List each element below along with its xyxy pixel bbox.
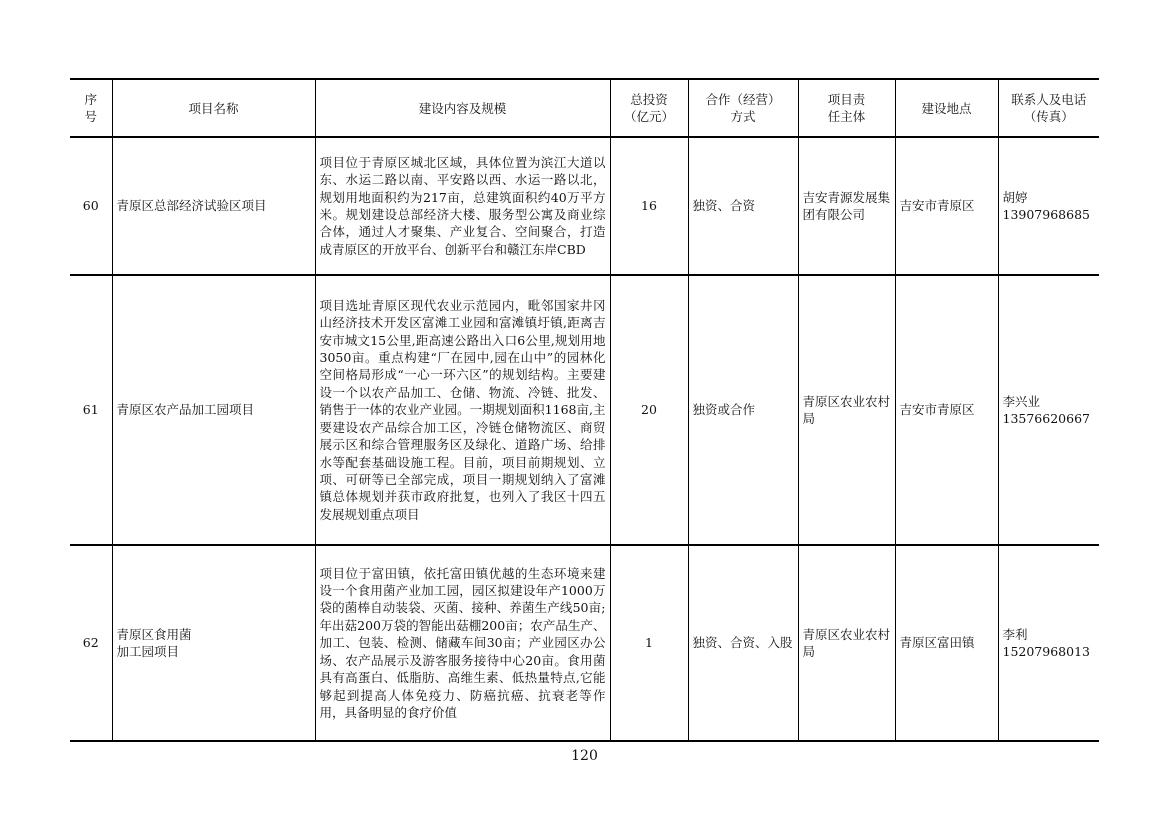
contact-name: 李利 <box>1002 626 1028 642</box>
header-name: 项目名称 <box>112 79 315 137</box>
row-investment: 1 <box>610 545 688 741</box>
row-contact <box>998 137 1099 275</box>
row-owner: 青原区农业农村局 <box>798 545 895 741</box>
header-no: 序 号 <box>70 79 112 137</box>
row-cooperation: 独资或合作 <box>688 275 798 545</box>
row-owner: 吉安青源发展集团有限公司 <box>798 137 895 275</box>
row-content: 项目选址青原区现代农业示范园内，毗邻国家井冈山经济技术开发区富滩工业园和富滩镇圩镇,距离吉安市城文15公里,距高速公路出入口6公里,规划用地3050亩。重点构建“厂在园中,园在山中”的园林化空间格局形成“一心一环六区”的规划结构。主要建设一个以农产品加工、仓储、物流、冷链、批发、销售于一体的农业产业园。一期规划面积1168亩,主要建设农产品综合加工区，冷链仓储物流区、商贸展示区和综合管理服务区及绿化、道路广场、给排水等配套基础设施工程。目前，项目前期规划、立项、可研等已全部完成，项目一期规划纳入了富滩镇总体规划并获市政府批复，也列入了我区十四五发展规划重点项目 <box>315 275 610 545</box>
project-table <box>70 78 1099 742</box>
row-investment: 20 <box>610 275 688 545</box>
row-cooperation: 独资、合资 <box>688 137 798 275</box>
header-cooperation: 合作（经营） 方式 <box>688 79 798 137</box>
contact-phone: 15207968013 <box>1002 644 1090 659</box>
contact-phone: 13907968685 <box>1002 207 1090 222</box>
contact-phone: 13576620667 <box>1002 411 1090 426</box>
row-content: 项目位于青原区城北区域，具体位置为滨江大道以东、水运二路以南、平安路以西、水运一路以北，规划用地面积约为217亩，总建筑面积约40万平方米。规划建设总部经济大楼、服务型公寓及商业综合体，通过人才聚集、产业复合、空间聚合，打造成青原区的开放平台、创新平台和赣江东岸CBD <box>315 137 610 275</box>
row-owner: 青原区农业农村局 <box>798 275 895 545</box>
row-location: 吉安市青原区 <box>895 275 998 545</box>
page-number: 120 <box>571 748 598 764</box>
row-contact <box>998 545 1099 741</box>
header-investment: 总投资 （亿元） <box>610 79 688 137</box>
row-name: 青原区农产品加工园项目 <box>112 275 315 545</box>
row-location: 青原区富田镇 <box>895 545 998 741</box>
row-name: 青原区总部经济试验区项目 <box>112 137 315 275</box>
header-content: 建设内容及规模 <box>315 79 610 137</box>
row-no: 62 <box>70 545 112 741</box>
header-location: 建设地点 <box>895 79 998 137</box>
row-contact <box>998 275 1099 545</box>
row-name: 青原区食用菌 加工园项目 <box>112 545 315 741</box>
table-row <box>70 275 1099 545</box>
contact-name: 胡婷 <box>1002 189 1028 205</box>
row-investment: 16 <box>610 137 688 275</box>
header-contact: 联系人及电话 （传真） <box>998 79 1099 137</box>
header-row <box>70 79 1099 137</box>
row-content: 项目位于富田镇，依托富田镇优越的生态环境来建设一个食用菌产业加工园，园区拟建设年产1000万袋的菌棒自动装袋、灭菌、接种、养菌生产线50亩;年出菇200万袋的智能出菇棚200亩；农产品生产、加工、包装、检测、储藏车间30亩；产业园区办公场、农产品展示及游客服务接待中心20亩。食用菌具有高蛋白、低脂肪、高维生素、低热量特点,它能够起到提高人体免疫力、防癌抗癌、抗衰老等作用，具备明显的食疗价值 <box>315 545 610 741</box>
table-row <box>70 545 1099 741</box>
row-no: 61 <box>70 275 112 545</box>
contact-name: 李兴业 <box>1002 393 1041 409</box>
row-location: 吉安市青原区 <box>895 137 998 275</box>
row-cooperation: 独资、合资、入股 <box>688 545 798 741</box>
header-owner: 项目责 任主体 <box>798 79 895 137</box>
table-row <box>70 137 1099 275</box>
row-no: 60 <box>70 137 112 275</box>
